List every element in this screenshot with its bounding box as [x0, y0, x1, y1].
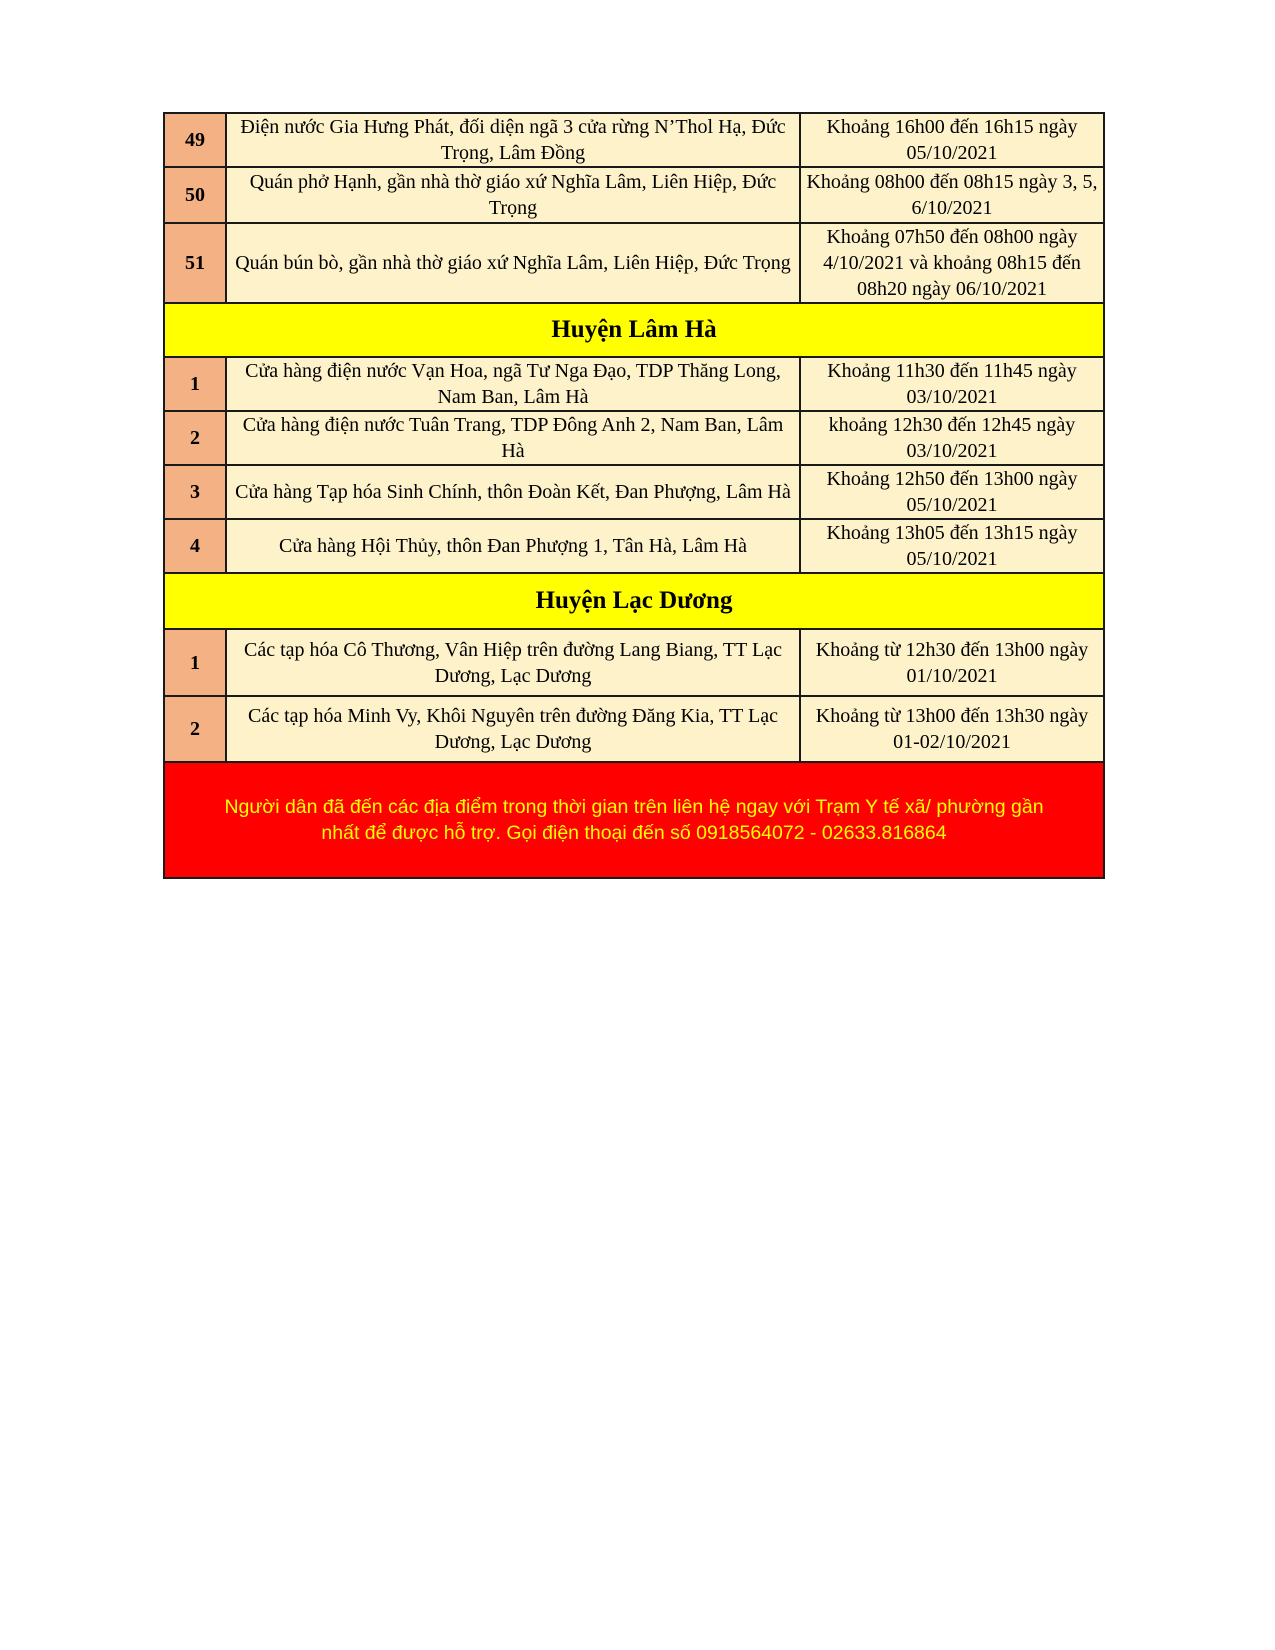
table-row: [164, 629, 1104, 696]
row-number: 2: [164, 696, 226, 762]
time-cell: khoảng 12h30 đến 12h45 ngày 03/10/2021: [800, 411, 1104, 465]
location-cell: Các tạp hóa Minh Vy, Khôi Nguyên trên đường Đăng Kia, TT Lạc Dương, Lạc Dương: [226, 696, 800, 762]
table-row: [164, 167, 1104, 223]
time-cell: Khoảng 07h50 đến 08h00 ngày 4/10/2021 và khoảng 08h15 đến 08h20 ngày 06/10/2021: [800, 223, 1104, 303]
location-cell: Điện nước Gia Hưng Phát, đối diện ngã 3 cửa rừng N’Thol Hạ, Đức Trọng, Lâm Đồng: [226, 113, 800, 167]
district-heading: Huyện Lạc Dương: [164, 573, 1104, 629]
row-number: 49: [164, 113, 226, 167]
time-cell: Khoảng 12h50 đến 13h00 ngày 05/10/2021: [800, 465, 1104, 519]
district-heading: Huyện Lâm Hà: [164, 303, 1104, 357]
district-header-row: [164, 303, 1104, 357]
contact-notice: Người dân đã đến các địa điểm trong thời gian trên liên hệ ngay với Trạm Y tế xã/ phường gần nhất để được hỗ trợ. Gọi điện thoại đến số 0918564072 - 02633.816864: [164, 762, 1104, 878]
table-row: [164, 357, 1104, 411]
district-header-row: [164, 573, 1104, 629]
location-cell: Cửa hàng Tạp hóa Sinh Chính, thôn Đoàn Kết, Đan Phượng, Lâm Hà: [226, 465, 800, 519]
time-cell: Khoảng từ 12h30 đến 13h00 ngày 01/10/2021: [800, 629, 1104, 696]
row-number: 1: [164, 357, 226, 411]
exposure-locations-table: [163, 112, 1105, 879]
table-row: [164, 223, 1104, 303]
row-number: 3: [164, 465, 226, 519]
table-row: [164, 696, 1104, 762]
time-cell: Khoảng 11h30 đến 11h45 ngày 03/10/2021: [800, 357, 1104, 411]
time-cell: Khoảng 13h05 đến 13h15 ngày 05/10/2021: [800, 519, 1104, 573]
location-cell: Các tạp hóa Cô Thương, Vân Hiệp trên đường Lang Biang, TT Lạc Dương, Lạc Dương: [226, 629, 800, 696]
time-cell: Khoảng 16h00 đến 16h15 ngày 05/10/2021: [800, 113, 1104, 167]
row-number: 50: [164, 167, 226, 223]
location-cell: Cửa hàng Hội Thủy, thôn Đan Phượng 1, Tân Hà, Lâm Hà: [226, 519, 800, 573]
row-number: 51: [164, 223, 226, 303]
table-row: [164, 411, 1104, 465]
notice-row: [164, 762, 1104, 878]
row-number: 2: [164, 411, 226, 465]
location-cell: Quán bún bò, gần nhà thờ giáo xứ Nghĩa Lâm, Liên Hiệp, Đức Trọng: [226, 223, 800, 303]
location-cell: Quán phở Hạnh, gần nhà thờ giáo xứ Nghĩa Lâm, Liên Hiệp, Đức Trọng: [226, 167, 800, 223]
time-cell: Khoảng từ 13h00 đến 13h30 ngày 01-02/10/2021: [800, 696, 1104, 762]
row-number: 4: [164, 519, 226, 573]
row-number: 1: [164, 629, 226, 696]
table-row: [164, 465, 1104, 519]
location-cell: Cửa hàng điện nước Vạn Hoa, ngã Tư Nga Đạo, TDP Thăng Long, Nam Ban, Lâm Hà: [226, 357, 800, 411]
table-row: [164, 113, 1104, 167]
table-row: [164, 519, 1104, 573]
time-cell: Khoảng 08h00 đến 08h15 ngày 3, 5, 6/10/2021: [800, 167, 1104, 223]
location-cell: Cửa hàng điện nước Tuân Trang, TDP Đông Anh 2, Nam Ban, Lâm Hà: [226, 411, 800, 465]
